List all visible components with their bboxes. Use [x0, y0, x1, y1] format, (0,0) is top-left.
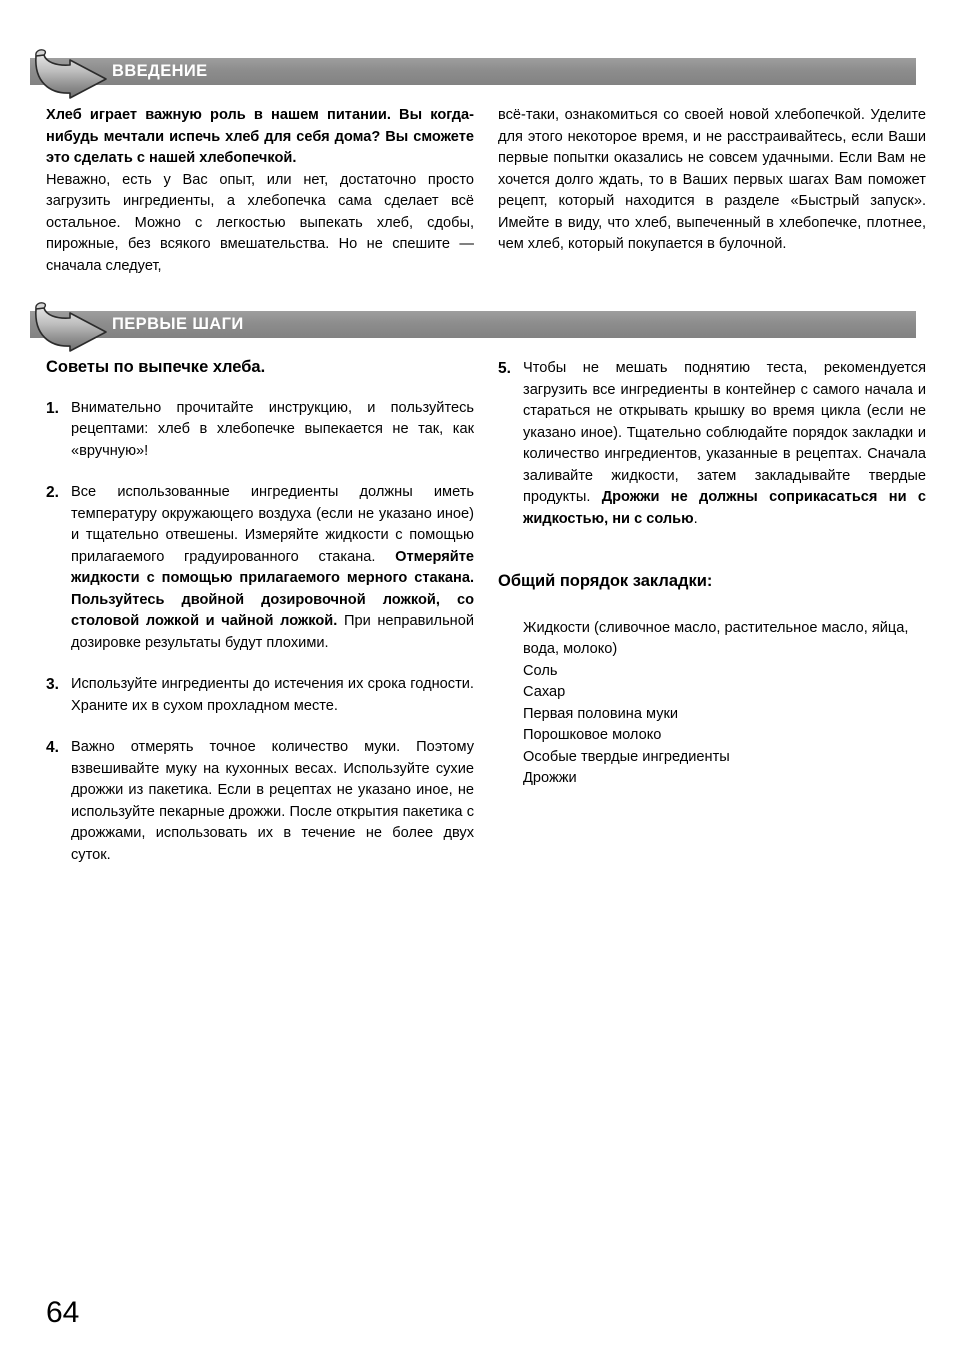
section-heading-baking-tips: Советы по выпечке хлеба. — [46, 358, 266, 376]
tip-number: 2. — [46, 484, 59, 502]
list-item: Особые твердые ингредиенты — [523, 748, 730, 765]
tip-item-5 — [498, 358, 926, 530]
list-item: Первая половина муки — [523, 705, 679, 722]
list-item: Сахар — [523, 684, 566, 701]
tip-item-4 — [46, 737, 474, 866]
loading-order-list — [498, 618, 926, 790]
tip-text: Чтобы не мешать поднятию теста, рекомендуется загрузить все ингредиенты в контейнер с самого начала и стараться не открывать крышку во время цикла (если не указано иное). Тщательно соблюдайте порядок закладки и количество ингредиентов, указанные в рецептах. Сначала заливайте жидкости, затем закладывайте твердые продукты. Дрожжи не должны соприкасаться ни с жидкостью, ни с солью. — [523, 360, 926, 527]
intro-continuation-paragraph: всё-таки, ознакомиться со своей новой хлебопечкой. Уделите для этого некоторое время, и не расстраивайтесь, если Ваши первые попытки оказались не совсем удачными. Если Вам не хочется долго ждать, то в Ваших первых шагах Вам поможет рецепт, который находится в разделе «Быстрый запуск». Имейте в виду, что хлеб, выпеченный в хлебопечке, плотнее, чем хлеб, который покупается в булочной. — [498, 107, 926, 252]
first-steps-columns — [46, 358, 926, 866]
intro-right-column — [498, 105, 926, 277]
section-heading-loading-order: Общий порядок закладки: — [498, 572, 713, 590]
tip-text: Все использованные ингредиенты должны иметь температуру окружающего воздуха (если не указано иное) и тщательно отвешены. Измеряйте жидкости с помощью прилагаемого градуированного стакана. Отмеряйте жидкости с помощью прилагаемого мерного стакана. Пользуйтесь двойной дозировочной ложкой, со столовой ложкой и чайной ложкой. При неправильной дозировке результаты будут плохими. — [71, 484, 475, 651]
banner-title-introduction: ВВЕДЕНИЕ — [112, 62, 208, 81]
tip-text: Внимательно прочитайте инструкцию, и пользуйтесь рецептами: хлеб в хлебопечке выпекается не так, как «вручную»! — [71, 399, 474, 459]
tip-text: Используйте ингредиенты до истечения их срока годности. Храните их в сухом прохладном месте. — [71, 676, 474, 714]
tip-item-3 — [46, 674, 474, 717]
tip-item-2 — [46, 482, 474, 654]
list-item: Порошковое молоко — [523, 727, 662, 744]
section-banner-introduction — [30, 58, 916, 85]
tip-number: 1. — [46, 399, 59, 417]
intro-columns — [46, 105, 926, 277]
intro-body-paragraph: Неважно, есть у Вас опыт, или нет, достаточно просто загрузить ингредиенты, а хлебопечка сама сделает всё остальное. Можно с легкостью выпекать хлеб, сдобы, пирожные, без всякого вмешательства. Но не спешите — сначала следует, — [46, 171, 474, 274]
list-item: Соль — [523, 662, 558, 679]
tip-number: 4. — [46, 739, 59, 757]
intro-left-column — [46, 105, 474, 277]
first-steps-right-column — [498, 358, 926, 866]
tip-number: 3. — [46, 676, 59, 694]
tip-text: Важно отмерять точное количество муки. Поэтому взвешивайте муку на кухонных весах. Используйте сухие дрожжи из пакетика. Если в рецептах не указано иное, не используйте пекарные дрожжи. После открытия пакетика с дрожжами, использовать их в течение не более двух суток. — [71, 739, 474, 863]
tip-number: 5. — [498, 360, 511, 377]
list-item: Дрожжи — [523, 770, 577, 787]
page-number: 64 — [46, 1296, 80, 1329]
tip-item-1 — [46, 398, 474, 463]
first-steps-left-column — [46, 358, 474, 866]
list-item: Жидкости (сливочное масло, растительное масло, яйца, вода, молоко) — [523, 619, 909, 658]
banner-title-first-steps: ПЕРВЫЕ ШАГИ — [112, 315, 244, 334]
section-banner-first-steps — [30, 311, 916, 338]
intro-lead-paragraph: Хлеб играет важную роль в нашем питании. Вы когда-нибудь мечтали испечь хлеб для себя дома? Вы сможете это сделать с нашей хлебопечкой. — [46, 107, 474, 166]
